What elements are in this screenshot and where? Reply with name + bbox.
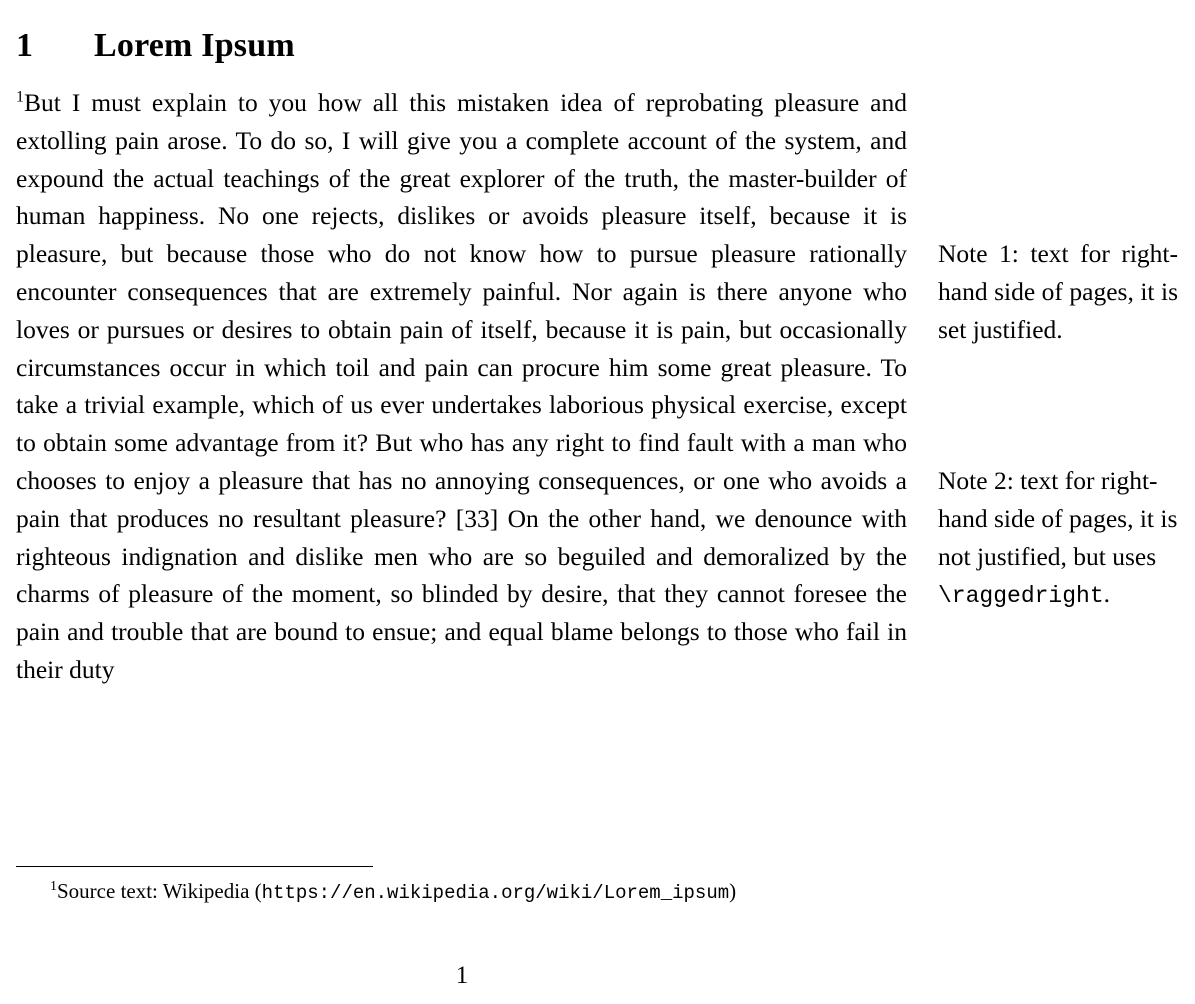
page-title (16, 27, 295, 65)
body-paragraph (16, 84, 907, 689)
footnote-reference-marker: 1 (16, 88, 24, 106)
section-title: Lorem Ipsum (94, 26, 295, 64)
footnote-text-before: Source text: Wikipedia ( (57, 879, 262, 903)
footnote-text-after: ) (729, 879, 737, 903)
margin-note-1 (938, 235, 1178, 348)
margin-note-2-text-after: . (1103, 579, 1111, 609)
margin-note-1-text: Note 1: text for right-hand side of pages, it is set justified. (938, 239, 1178, 344)
page-number: 1 (455, 962, 469, 989)
footnote-url-link[interactable]: https://en.wikipedia.org/wiki/Lorem_ipsum (261, 882, 730, 904)
margin-note-2-text-before: Note 2: text for right-hand side of pages, it is not justified, but uses (938, 466, 1178, 571)
margin-note-2-code: \raggedright (938, 583, 1104, 610)
section-number: 1 (16, 26, 34, 64)
footnote-number: 1 (50, 879, 57, 894)
footnote-separator-rule (16, 866, 373, 867)
footnote (16, 876, 907, 908)
margin-note-2 (938, 462, 1178, 616)
body-text-column (16, 84, 907, 689)
body-paragraph-text: But I must explain to you how all this mistaken idea of reprobating pleasure and extolling pain arose. To do so, I will give you a complete account of the system, and expound the actual teachings of the great explorer of the truth, the master-builder of human happiness. No one rejects, dislikes or avoids pleasure itself, because it is pleasure, but because those who do not know how to pursue pleasure rationally encounter consequences that are extremely painful. Nor again is there anyone who loves or pursues or desires to obtain pain of itself, because it is pain, but occasionally circumstances occur in which toil and pain can procure him some great pleasure. To take a trivial example, which of us ever undertakes laborious physical exercise, except to obtain some advantage from it? But who has any right to find fault with a man who chooses to enjoy a pleasure that has no annoying consequences, or one who avoids a pain that produces no resultant pleasure? [33] On the other hand, we denounce with righteous indignation and dislike men who are so beguiled and demoralized by the charms of pleasure of the moment, so blinded by desire, that they cannot foresee the pain and trouble that are bound to ensue; and equal blame belongs to those who fail in their duty (16, 88, 907, 684)
